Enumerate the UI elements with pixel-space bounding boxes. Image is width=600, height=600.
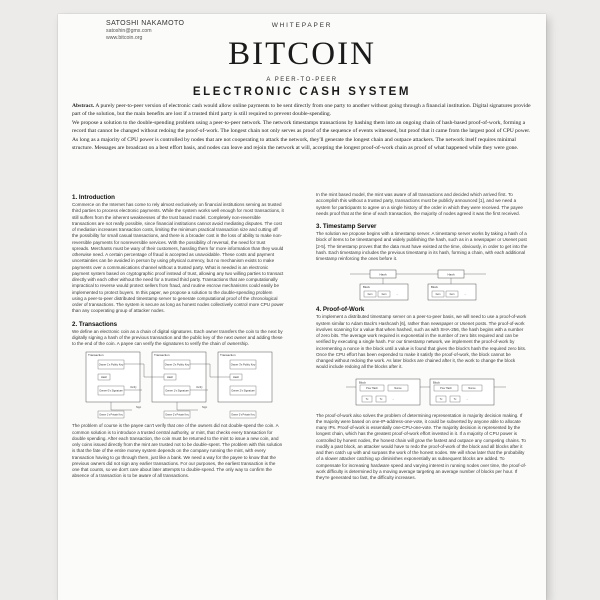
pow-prev-hash-2: Prev Hash	[440, 386, 452, 390]
tx-verify-label-1: Verify	[130, 386, 137, 390]
svg-text:...: ...	[464, 293, 467, 297]
subtitle-small: A PEER-TO-PEER	[266, 77, 338, 83]
tx-verify-label-2: Verify	[196, 386, 203, 390]
ts-item-1a: Item	[367, 293, 373, 297]
abstract-lead: Abstract.	[72, 103, 95, 109]
subtitle-large: ELECTRONIC CASH SYSTEM	[192, 86, 412, 98]
pow-prev-hash-1: Prev Hash	[366, 386, 378, 390]
section-heading-proof-of-work: 4. Proof-of-Work	[316, 306, 365, 314]
author-site: www.bitcoin.org	[106, 35, 143, 41]
pow-tx-1a: Tx	[365, 397, 369, 401]
ts-item-2b: Item	[449, 293, 455, 297]
pow-block-1: Block	[359, 380, 366, 384]
ts-item-2a: Item	[435, 293, 441, 297]
author-email: satoshin@gmx.com	[106, 28, 152, 34]
tx-sig-2: Owner 1's Signature	[165, 389, 189, 393]
timestamp-diagram	[316, 266, 528, 302]
transactions-diagram	[72, 350, 284, 420]
ts-block-2: Block	[431, 285, 438, 290]
tx-pubkey-2: Owner 2's Public Key	[164, 363, 190, 367]
abstract-p1: A purely peer-to-peer version of electronic cash would allow online payments to be sent directly from one party to another without going through a financial institution. Digital signatures provide part of the solution, but the main benefits are lost if a trusted third party is still required to prevent double-spending.	[72, 103, 531, 118]
section-heading-transactions: 2. Transactions	[72, 320, 118, 328]
pow-tx-1b: Tx	[379, 397, 383, 401]
tx-sign-label-1: Sign	[136, 406, 142, 410]
tx-hash-2: Hash	[166, 376, 174, 380]
page-title: BITCOIN	[228, 36, 376, 72]
transactions-text-2: The problem of course is the payee can't verify that one of the owners did not double-spend the coin. A common solution is to introduce a trusted central authority, or mint, that checks every transaction for double spending. After each transaction, the coin must be returned to the mint to issue a new coin, and only coins issued directly from the mint are trusted not to be double-spent. The problem with this solution is that the fate of the entire money system depends on the company running the mint, with every transaction having to go through them, just like a bank. We need a way for the payee to know that the previous owners did not sign any earlier transactions. For our purposes, the earliest transaction is the one that counts, so we don't care about later attempts to double-spend. The only way to confirm the absence of a transaction is to be aware of all transactions.	[72, 423, 283, 479]
tx-box-title-2: Transaction	[154, 353, 170, 358]
section-heading-timestamp-server: 3. Timestamp Server	[316, 223, 377, 230]
tx-hash-1: Hash	[100, 376, 108, 380]
section-heading-introduction: 1. Introduction	[72, 194, 115, 201]
timestamp-server-text: The solution we propose begins with a timestamp server. A timestamp server works by taking a hash of a block of items to be timestamped and widely publishing the hash, such as in a newspaper or Usenet post [2-5]. The timestamp proves that the data must have existed at the time, obviously, in order to get into the hash. Each timestamp includes the previous timestamp in its hash, forming a chain, with each additional timestamp reinforcing the ones before it.	[316, 231, 528, 261]
pow-tx-2a: Tx	[439, 397, 443, 401]
transactions-text: We define an electronic coin as a chain of digital signatures. Each owner transfers the coin to the next by digitally signing a hash of the previous transaction and the public key of the next owner and adding these to the end of the coin. A payee can verify the signatures to verify the chain of ownership.	[72, 328, 283, 346]
proof-of-work-text-2: The proof-of-work also solves the problem of determining representation in majority decision making. If the majority were based on one-IP-address-one-vote, it could be subverted by anyone able to allocate many IPs. Proof-of-work is essentially one-CPU-one-vote. The majority decision is represented by the longest chain, which has the greatest proof-of-work effort invested in it. If a majority of CPU power is controlled by honest nodes, the honest chain will grow the fastest and outpace any competing chains. To modify a past block, an attacker would have to redo the proof-of-work of the block and all blocks after it and then catch up with and surpass the work of the honest nodes. We will show later that the probability of a slower attacker catching up diminishes exponentially as subsequent blocks are added. To compensate for increasing hardware speed and varying interest in running nodes over time, the proof-of-work difficulty is determined by a moving average targeting an average number of blocks per hour. If they're generated too fast, the difficulty increases.	[316, 412, 527, 480]
pow-nonce-1: Nonce	[394, 386, 402, 390]
right-column	[316, 192, 528, 481]
proof-of-work-diagram	[316, 375, 528, 409]
kicker-label: WHITEPAPER	[271, 22, 333, 29]
ts-hash-2: Hash	[447, 272, 455, 277]
tx-box-1	[86, 352, 140, 402]
tx-hash-3: Hash	[232, 376, 240, 380]
ts-hash-1: Hash	[379, 272, 387, 277]
tx-sign-label-2: Sign	[202, 406, 208, 410]
abstract-p2: We propose a solution to the double-spending problem using a peer-to-peer network. The network timestamps transactions by hashing them into an ongoing chain of hash-based proof-of-work, forming a record that cannot be changed without redoing the proof-of-work. The longest chain not only serves as proof of the sequence of events witnessed, but proof that it came from the largest pool of CPU power. As long as a majority of CPU power is controlled by nodes that are not cooperating to attack the network, they'll generate the longest chain and outpace attackers. The network itself requires minimal structure. Messages are broadcast on a best effort basis, and nodes can leave and rejoin the network at will, accepting the longest proof-of-work chain as proof of what happened while they were gone.	[72, 120, 531, 151]
tx-privkey-2: Owner 2's Private Key	[165, 413, 189, 417]
pow-block-2: Block	[433, 380, 440, 384]
abstract	[72, 102, 532, 153]
svg-text:...: ...	[392, 397, 395, 401]
ts-item-1b: Item	[381, 293, 387, 297]
pow-tx-2b: Tx	[453, 397, 457, 401]
tx-pubkey-3: Owner 3's Public Key	[230, 363, 256, 367]
left-column	[72, 192, 284, 480]
tx-box-title-3: Transaction	[220, 353, 236, 358]
whitepaper-poster	[58, 14, 546, 600]
ts-block-1: Block	[363, 285, 370, 290]
tx-pubkey-1: Owner 1's Public Key	[98, 363, 124, 367]
tx-sig-3: Owner 2's Signature	[231, 389, 255, 393]
tx-privkey-3: Owner 3's Private Key	[231, 413, 255, 417]
svg-text:...: ...	[466, 397, 469, 401]
author-name: SATOSHI NAKAMOTO	[106, 20, 185, 27]
pow-nonce-2: Nonce	[468, 386, 476, 390]
proof-of-work-text: To implement a distributed timestamp server on a peer-to-peer basis, we will need to use a proof-of-work system similar to Adam Back's Hashcash [6], rather than newspaper or Usenet posts. The proof-of-work involves scanning for a value that when hashed, such as with SHA-256, the hash begins with a number of zero bits. The average work required is exponential in the number of zero bits required and can be verified by executing a single hash. For our timestamp network, we implement the proof-of-work by incrementing a nonce in the block until a value is found that gives the block's hash the required zero bits. Once the CPU effort has been expended to make it satisfy the proof-of-work, the block cannot be changed without redoing the work. As later blocks are chained after it, the work to change the block would include redoing all the blocks after it.	[316, 314, 527, 370]
mint-model-text: In the mint based model, the mint was aware of all transactions and decided which arrived first. To accomplish this without a trusted party, transactions must be publicly announced [1], and we need a system for participants to agree on a single history of the order in which they were received. The payee needs proof that at the time of each transaction, the majority of nodes agreed it was the first received.	[316, 192, 523, 216]
introduction-text: Commerce on the Internet has come to rely almost exclusively on financial institutions serving as trusted third parties to process electronic payments. While the system works well enough for most transactions, it still suffers from the inherent weaknesses of the trust based model. Completely non-reversible transactions are not really possible, since financial institutions cannot avoid mediating disputes. The cost of mediation increases transaction costs, limiting the minimum practical transaction size and cutting off the possibility for small casual transactions, and there is a broader cost in the loss of ability to make non-reversible payments for nonreversible services. With the possibility of reversal, the need for trust spreads. Merchants must be wary of their customers, hassling them for more information than they would otherwise need. A certain percentage of fraud is accepted as unavoidable. These costs and payment uncertainties can be avoided in person by using physical currency, but no mechanism exists to make payments over a communications channel without a trusted party. What is needed is an electronic payment system based on cryptographic proof instead of trust, allowing any two willing parties to transact directly with each other without the need for a trusted third party. Transactions that are computationally impractical to reverse would protect sellers from fraud, and routine escrow mechanisms could easily be implemented to protect buyers. In this paper, we propose a solution to the double-spending problem using a peer-to-peer distributed timestamp server to generate computational proof of the chronological order of transactions. The system is secure as long as honest nodes collectively control more CPU power than any cooperating group of attacker nodes.	[72, 202, 284, 314]
tx-sig-1: Owner 0's Signature	[99, 389, 123, 393]
tx-box-title-1: Transaction	[88, 353, 104, 358]
svg-text:...: ...	[396, 293, 399, 297]
tx-privkey-1: Owner 1's Private Key	[99, 413, 123, 417]
